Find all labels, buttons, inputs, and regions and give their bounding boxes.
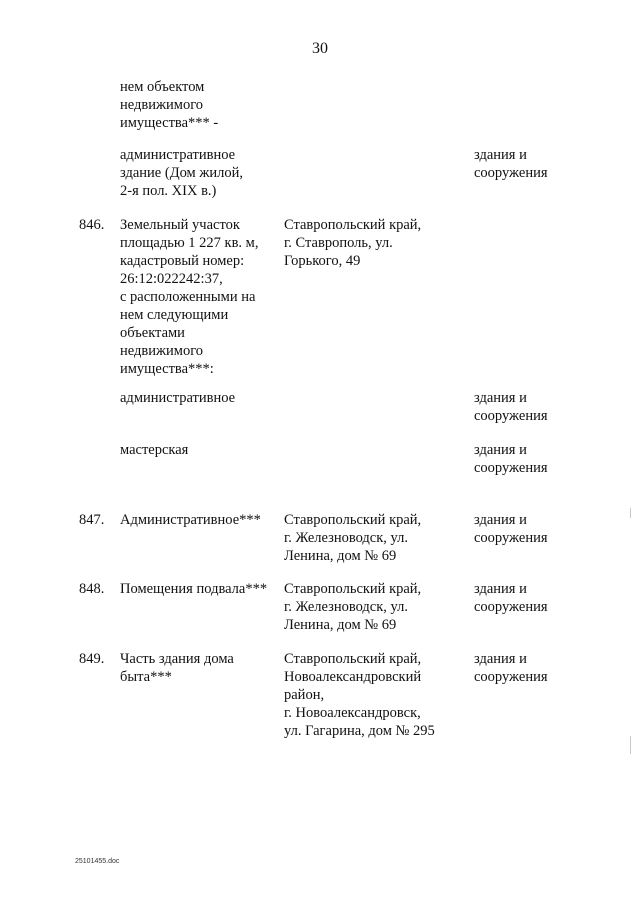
text-line: Ставропольский край,: [284, 651, 422, 667]
text-line: недвижимого: [120, 343, 204, 359]
text-line: имущества***:: [120, 361, 214, 377]
text-line: Земельный участок: [120, 217, 240, 233]
entry-description: [120, 580, 280, 598]
text-line: здания и: [474, 442, 527, 458]
scan-edge-mark: [630, 508, 631, 518]
entry-address: [284, 650, 464, 740]
text-line: Ставропольский край,: [284, 217, 422, 233]
entry-type: [474, 146, 614, 182]
text-line: мастерская: [120, 442, 189, 458]
entry-number: 846.: [79, 217, 105, 233]
text-line: ул. Гагарина, дом № 295: [284, 723, 435, 739]
text-line: Ленина, дом № 69: [284, 617, 397, 633]
text-line: Ленина, дом № 69: [284, 548, 397, 564]
entry-description: [120, 389, 280, 407]
text-line: г. Железноводск, ул.: [284, 530, 409, 546]
text-line: Новоалександровский: [284, 669, 422, 685]
text-line: здания и: [474, 390, 527, 406]
text-line: административное: [120, 147, 236, 163]
text-line: площадью 1 227 кв. м,: [120, 235, 259, 251]
text-line: здания и: [474, 147, 527, 163]
entry-number: 847.: [79, 512, 105, 528]
text-line: г. Новоалександровск,: [284, 705, 421, 721]
entry-number: 848.: [79, 581, 105, 597]
entry-type: [474, 650, 614, 686]
page-number: 30: [312, 40, 328, 57]
entry-type: [474, 580, 614, 616]
entry-number: 849.: [79, 651, 105, 667]
text-line: г. Ставрополь, ул.: [284, 235, 393, 251]
entry-address: [284, 580, 464, 634]
text-line: Помещения подвала***: [120, 581, 268, 597]
text-line: сооружения: [474, 669, 548, 685]
text-line: здания и: [474, 581, 527, 597]
text-line: недвижимого: [120, 97, 204, 113]
text-line: административное: [120, 390, 236, 406]
file-name-footer: 25101455.doc: [75, 858, 120, 865]
text-line: г. Железноводск, ул.: [284, 599, 409, 615]
text-line: сооружения: [474, 408, 548, 424]
entry-type: [474, 511, 614, 547]
entry-type: [474, 389, 614, 425]
text-line: Ставропольский край,: [284, 581, 422, 597]
text-line: 26:12:022242:37,: [120, 271, 223, 287]
entry-description: [120, 650, 280, 686]
text-line: Административное***: [120, 512, 261, 528]
text-line: объектами: [120, 325, 185, 341]
text-line: здания и: [474, 512, 527, 528]
entry-description: [120, 441, 280, 459]
text-line: быта***: [120, 669, 172, 685]
text-line: нем следующими: [120, 307, 229, 323]
entry-description: [120, 216, 280, 378]
text-line: нем объектом: [120, 79, 205, 95]
text-line: имущества*** -: [120, 115, 219, 131]
text-line: сооружения: [474, 460, 548, 476]
text-line: с расположенными на: [120, 289, 256, 305]
text-line: здания и: [474, 651, 527, 667]
scan-edge-mark: [630, 736, 631, 754]
entry-description: [120, 78, 280, 132]
text-line: район,: [284, 687, 325, 703]
text-line: Горького, 49: [284, 253, 361, 269]
entry-description: [120, 146, 280, 200]
text-line: здание (Дом жилой,: [120, 165, 244, 181]
text-line: кадастровый номер:: [120, 253, 245, 269]
text-line: Часть здания дома: [120, 651, 234, 667]
text-line: 2-я пол. XIX в.): [120, 183, 217, 199]
entry-description: [120, 511, 280, 529]
entry-type: [474, 441, 614, 477]
entry-address: [284, 511, 464, 565]
text-line: Ставропольский край,: [284, 512, 422, 528]
text-line: сооружения: [474, 599, 548, 615]
text-line: сооружения: [474, 530, 548, 546]
text-line: сооружения: [474, 165, 548, 181]
entry-address: [284, 216, 464, 270]
